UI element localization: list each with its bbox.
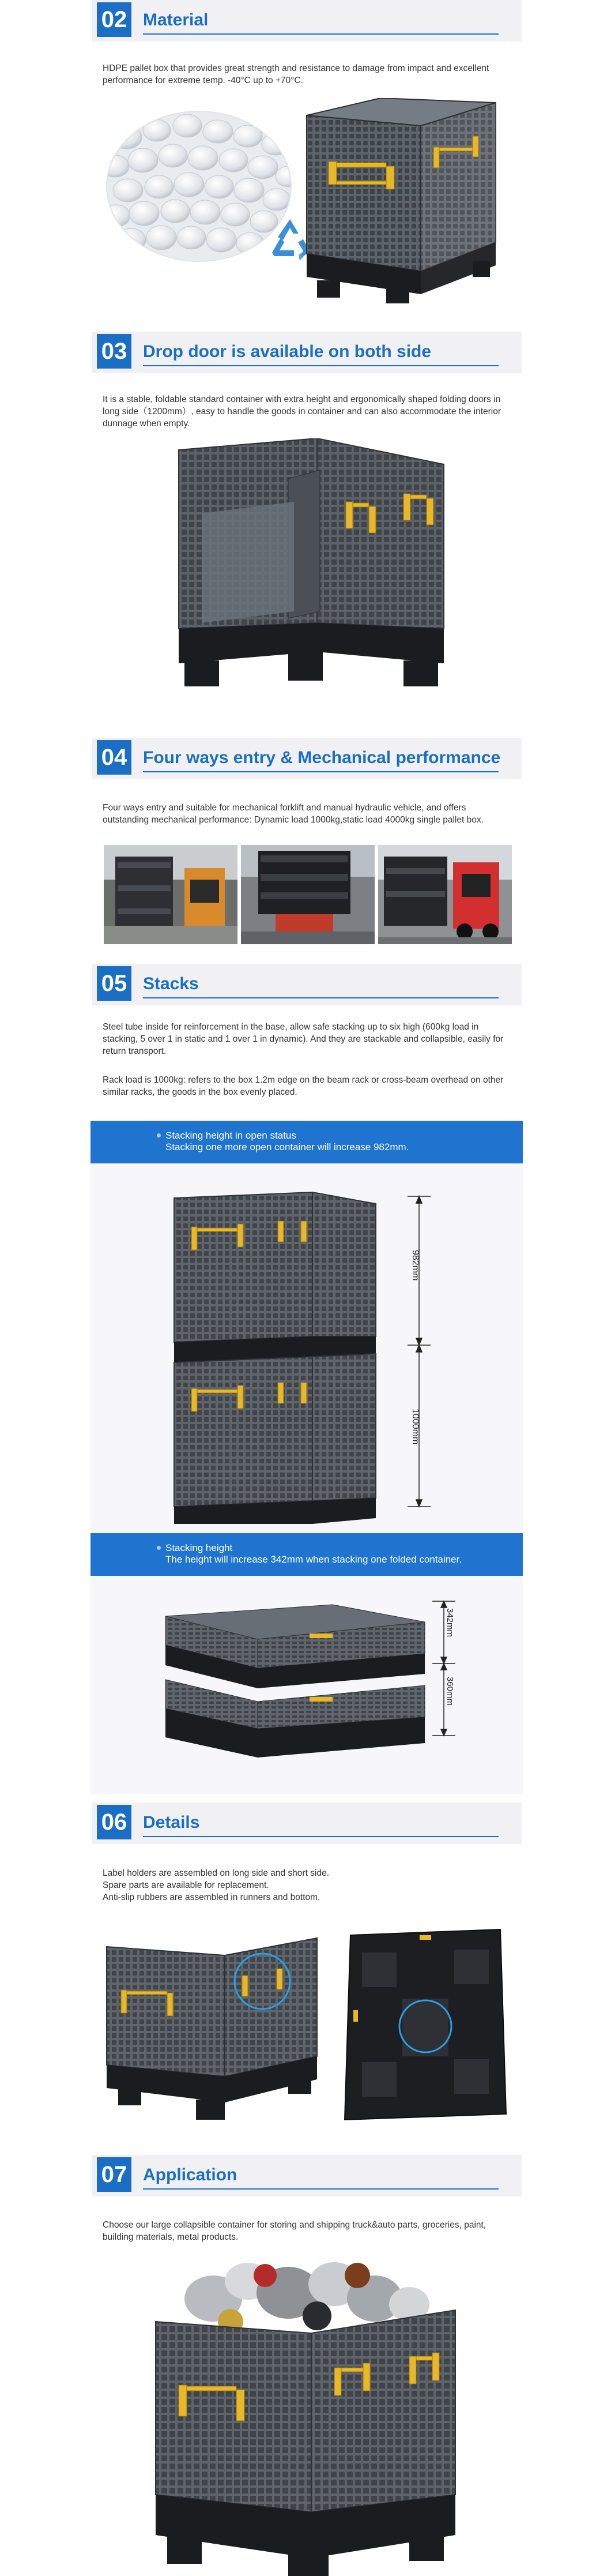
- section-number: 06: [97, 1805, 131, 1839]
- section-title: Stacks: [143, 974, 199, 993]
- four-ways-description: Four ways entry and suitable for mechanical forklift and manual hydraulic vehicle, and offers outstanding mechanical performance: Dynamic load 1000kg,static load 4000kg single pallet box.: [103, 803, 484, 825]
- section-number: 03: [97, 334, 131, 369]
- details-line-2: Spare parts are available for replacement.: [103, 1880, 269, 1890]
- bullet-icon: [157, 1546, 161, 1550]
- stacked-open-crates-image: [168, 1181, 399, 1527]
- section-header-material: [92, 0, 522, 42]
- forklift-photo-2: [241, 845, 375, 944]
- stacks-description-2: Rack load is 1000kg: refers to the box 1.2m edge on the beam rack or cross-beam overhead on other similar racks, the goods in the box evenly placed.: [103, 1075, 504, 1097]
- folded-status-banner: [90, 1533, 523, 1576]
- title-underline: [143, 771, 499, 772]
- title-underline: [143, 1836, 499, 1837]
- section-title: Drop door is available on both side: [143, 342, 432, 361]
- drop-door-description: It is a stable, foldable standard container with extra height and ergonomically shaped folding doors in long side（1200mm）, easy to handle the goods in container and can also accommodate the interior dunnage when empty.: [103, 395, 501, 429]
- section-header-stacks: [92, 964, 522, 1005]
- folded-stack-panel: [90, 1576, 523, 1794]
- dimension-label-folded-bottom: 360mm: [445, 1677, 455, 1706]
- title-underline: [143, 2188, 499, 2190]
- section-title: Application: [143, 2165, 237, 2184]
- stacks-description-1: Steel tube inside for reinforcement in the base, allow safe stacking up to six high (600kg load in stacking, 5 over 1 in static and 1 over 1 in dynamic). And they are stackable and collapsible, easily for return transport.: [103, 1022, 504, 1056]
- section-header-application: [92, 2155, 522, 2196]
- section-number: 07: [97, 2157, 131, 2192]
- title-underline: [143, 33, 499, 35]
- details-list: [103, 1867, 506, 1903]
- open-status-text: Stacking one more open container will increase 982mm.: [165, 1141, 409, 1152]
- section-header-drop-door: [92, 332, 522, 373]
- section-title: Details: [143, 1813, 200, 1832]
- section-number: 04: [97, 740, 131, 775]
- dimension-lines-folded: [427, 1600, 461, 1744]
- label-holder-crate-image: [104, 1935, 323, 2128]
- section-header-four-ways: [92, 738, 522, 779]
- folded-status-title: Stacking height: [165, 1542, 233, 1553]
- material-description: HDPE pallet box that provides great strength and resistance to damage from impact and excellent performance for extreme temp. -40°C up to +70°C.: [103, 63, 489, 85]
- dimension-label-open-top: 982mm: [410, 1250, 420, 1281]
- details-line-3: Anti-slip rubbers are assembled in runners and bottom.: [103, 1892, 320, 1902]
- bullet-icon: [157, 1133, 161, 1137]
- collapsible-crate-image: [300, 98, 501, 306]
- section-header-details: [92, 1803, 522, 1844]
- stacked-folded-crates-image: [160, 1599, 431, 1772]
- section-number: 02: [97, 2, 131, 37]
- open-status-banner: [90, 1121, 523, 1163]
- section-number: 05: [97, 966, 131, 1001]
- forklift-photo-3: [378, 845, 512, 944]
- folded-status-text: The height will increase 342mm when stacking one folded container.: [165, 1554, 462, 1565]
- open-stack-panel: [90, 1163, 523, 1533]
- section-title: Material: [143, 10, 209, 29]
- open-status-title: Stacking height in open status: [165, 1130, 296, 1141]
- details-line-1: Label holders are assembled on long side and short side.: [103, 1868, 329, 1878]
- section-title: Four ways entry & Mechanical performance: [143, 748, 501, 767]
- bottom-view-crate-image: [339, 1924, 512, 2131]
- dimension-label-open-bottom: 1000mm: [410, 1409, 420, 1445]
- title-underline: [143, 365, 499, 366]
- dimension-lines: [402, 1195, 436, 1509]
- drop-door-crate-image: [173, 438, 450, 692]
- forklift-photo-1: [104, 845, 237, 944]
- application-description: Choose our large collapsible container for storing and shipping truck&auto parts, groceries, paint, building materials, metal products.: [103, 2220, 486, 2242]
- title-underline: [143, 997, 499, 998]
- dimension-label-folded-top: 342mm: [445, 1608, 455, 1638]
- auto-parts-crate-image: [144, 2252, 467, 2576]
